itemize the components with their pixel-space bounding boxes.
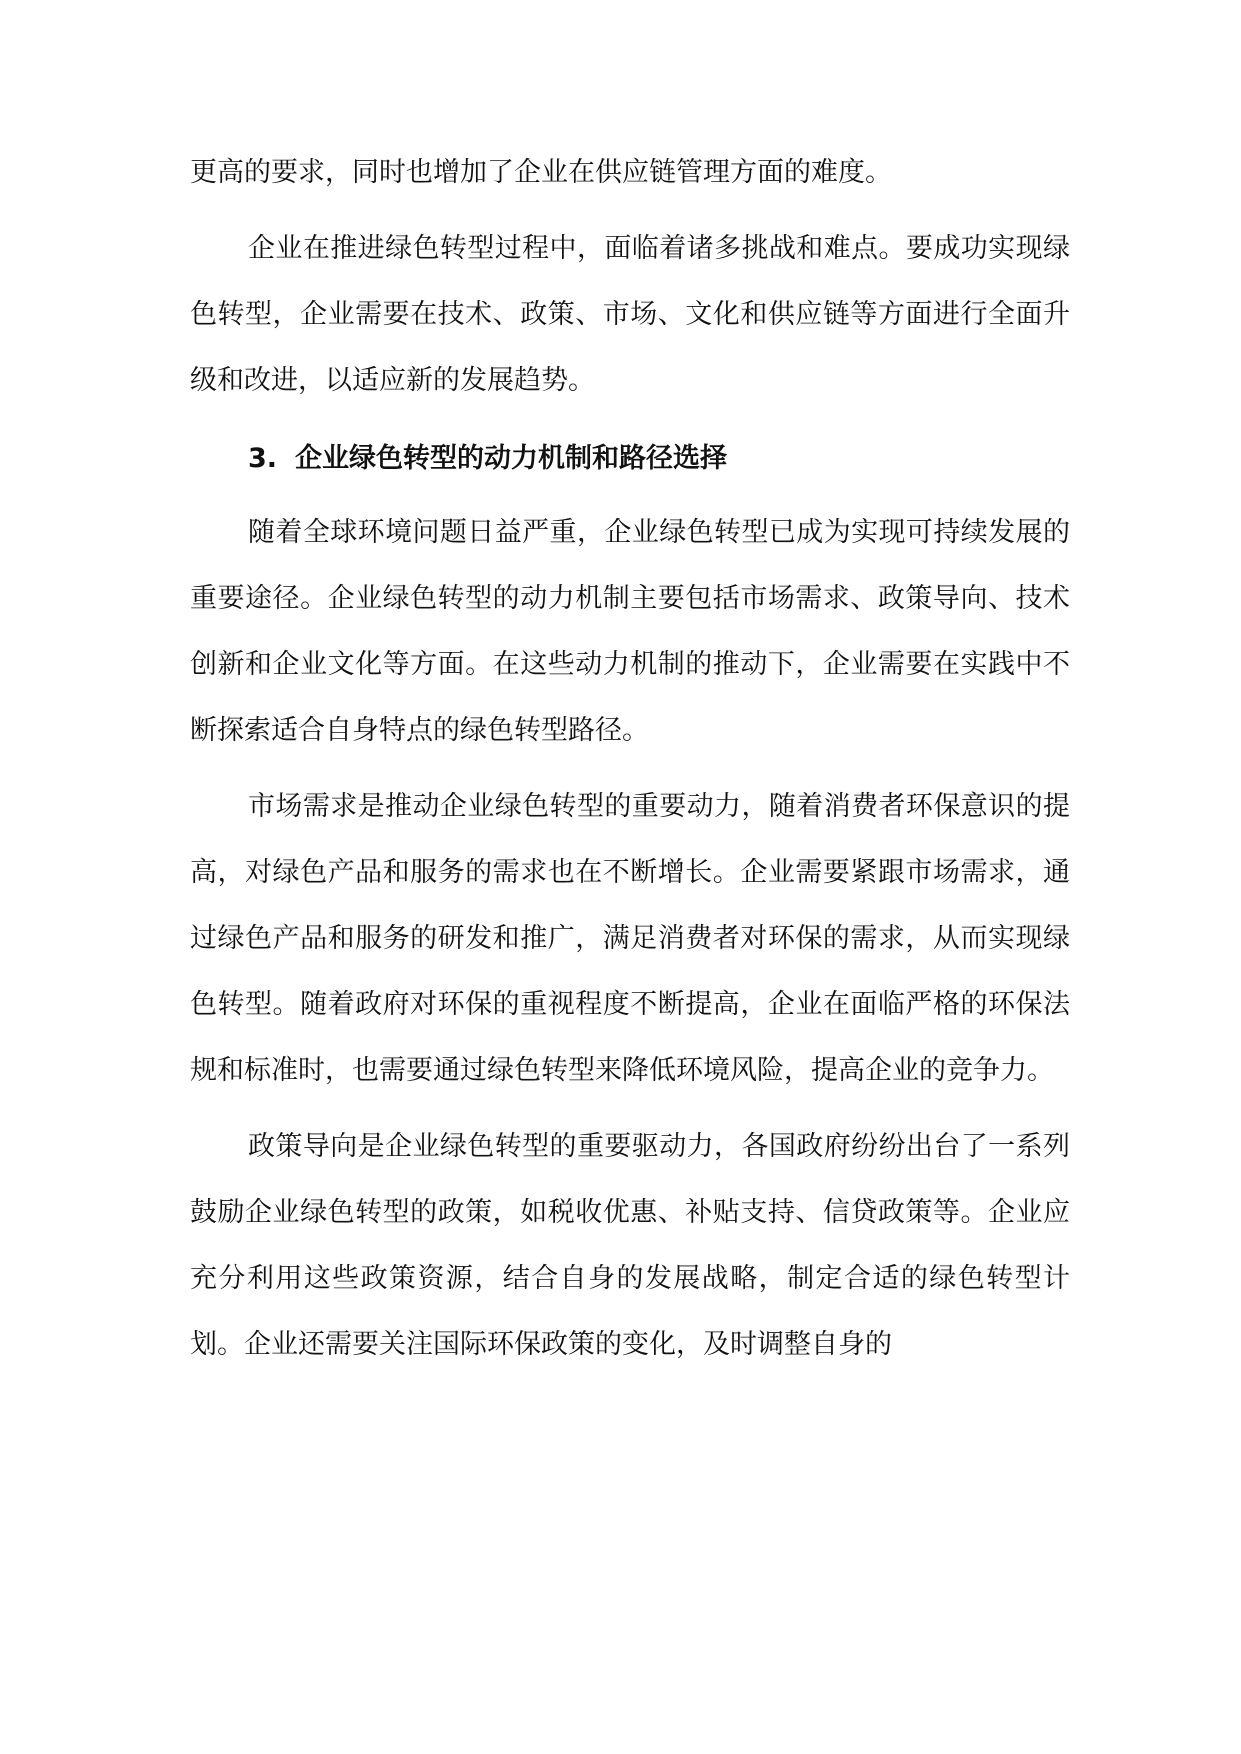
- section-heading: [190, 426, 1070, 492]
- section-number: 3.: [248, 443, 278, 474]
- paragraph-continuation: 更高的要求，同时也增加了企业在供应链管理方面的难度。: [190, 157, 892, 188]
- paragraph-challenges-summary: 企业在推进绿色转型过程中，面临着诸多挑战和难点。要成功实现绿色转型，企业需要在技术、政策、市场、文化和供应链等方面进行全面升级和改进，以适应新的发展趋势。: [190, 233, 1070, 396]
- document-body: [190, 140, 1070, 1388]
- paragraph-market-demand: 市场需求是推动企业绿色转型的重要动力，随着消费者环保意识的提高，对绿色产品和服务的需求也在不断增长。企业需要紧跟市场需求，通过绿色产品和服务的研发和推广，满足消费者对环保的需求，从而实现绿色转型。随着政府对环保的重视程度不断提高，企业在面临严格的环保法规和标准时，也需要通过绿色转型来降低环境风险，提高企业的竞争力。: [190, 791, 1070, 1086]
- paragraph-policy-guidance: 政策导向是企业绿色转型的重要驱动力，各国政府纷纷出台了一系列鼓励企业绿色转型的政策，如税收优惠、补贴支持、信贷政策等。企业应充分利用这些政策资源，结合自身的发展战略，制定合适的绿色转型计划。企业还需要关注国际环保政策的变化，及时调整自身的: [190, 1131, 1070, 1360]
- paragraph-driving-mechanism: 随着全球环境问题日益严重，企业绿色转型已成为实现可持续发展的重要途径。企业绿色转型的动力机制主要包括市场需求、政策导向、技术创新和企业文化等方面。在这些动力机制的推动下，企业需要在实践中不断探索适合自身特点的绿色转型路径。: [190, 517, 1070, 746]
- section-title: 企业绿色转型的动力机制和路径选择: [295, 443, 728, 474]
